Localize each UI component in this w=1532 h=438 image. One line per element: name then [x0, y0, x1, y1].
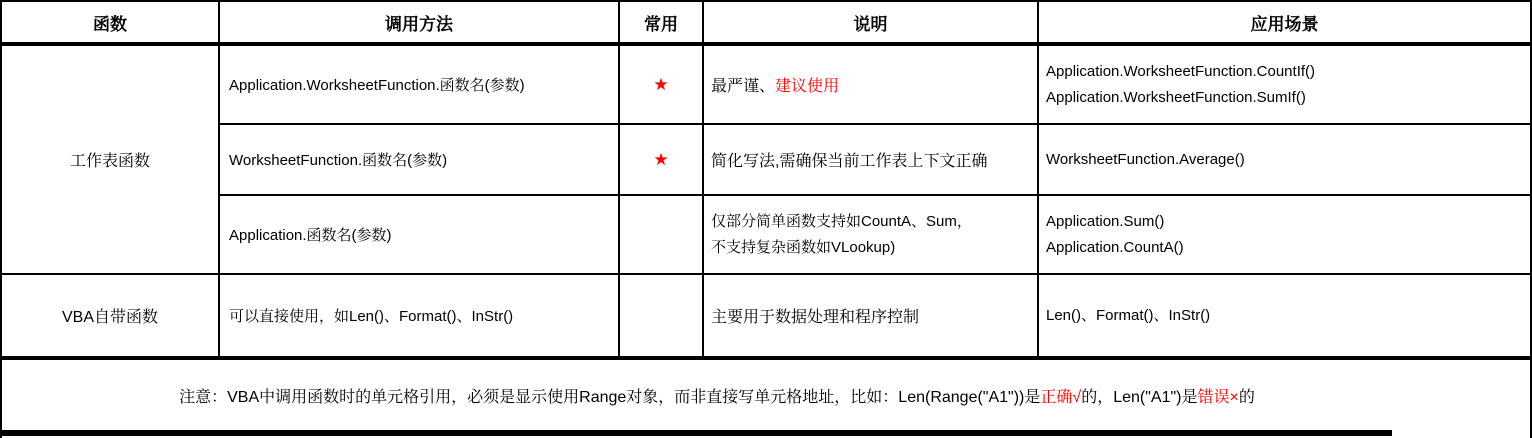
scenario-example1-row3: Application.Sum() [1046, 212, 1165, 230]
note-row [2, 360, 1432, 430]
category-cell-worksheet-functions [2, 46, 220, 275]
category-label-vba: VBA自带函数 [61, 309, 159, 326]
description-text-row1 [711, 73, 839, 96]
note-part2: 的，Len("A1")是 [1081, 388, 1198, 406]
scenario-example2-row1: Application.WorksheetFunction.SumIf() [1046, 88, 1306, 106]
scenario-cell-row2 [1039, 125, 1530, 196]
method-cell-row2 [220, 125, 620, 196]
description-line1-row3: 仅部分简单函数支持如CountA、Sum， [711, 212, 972, 230]
method-text-row1: Application.WorksheetFunction.函数名(参数) [229, 77, 525, 94]
header-cell-scenario [1039, 2, 1530, 46]
scenario-example2-row3: Application.CountA() [1046, 238, 1184, 256]
description-cell-row2 [704, 125, 1039, 196]
description-cell-row3 [704, 196, 1039, 275]
scenario-example1-row2: WorksheetFunction.Average() [1046, 150, 1245, 168]
star-cell-row3 [620, 196, 704, 275]
scenario-example1-row4: Len()、Format()、InStr() [1046, 306, 1211, 324]
star-icon: ★ [653, 149, 669, 169]
header-label-description: 说明 [853, 14, 888, 34]
method-text-row3: Application.函数名(参数) [229, 227, 392, 244]
note-part1: 注意：VBA中调用函数时的单元格引用，必须是显示使用Range对象，而非直接写单元格地址，比如：Len(Range("A1"))是 [179, 388, 1041, 406]
method-text-row4: 可以直接使用，如Len()、Format()、InStr() [229, 308, 514, 325]
scenario-example1-row1: Application.WorksheetFunction.CountIf() [1046, 62, 1316, 80]
note-correct-red: 正确√ [1040, 388, 1082, 406]
description-red-row1: 建议使用 [775, 78, 840, 95]
category-cell-vba-functions [2, 275, 220, 360]
note-part3: 的 [1238, 388, 1255, 406]
note-wrong-red: 错误× [1197, 388, 1239, 406]
header-label-common: 常用 [644, 14, 678, 34]
method-cell-row1 [220, 46, 620, 125]
method-cell-row4 [220, 275, 620, 360]
description-cell-row4 [704, 275, 1039, 360]
description-line2-row3: 不支持复杂函数如VLookup) [711, 238, 896, 256]
method-text-row2: WorksheetFunction.函数名(参数) [229, 152, 448, 169]
star-icon: ★ [653, 74, 669, 94]
description-plain-row1: 最严谨、 [711, 78, 776, 95]
scenario-cell-row4 [1039, 275, 1530, 360]
category-label-worksheet: 工作表函数 [69, 153, 150, 170]
description-text-row4: 主要用于数据处理和程序控制 [711, 309, 920, 326]
table-bottom-border [0, 430, 1392, 436]
header-cell-method [220, 2, 620, 46]
note-text [179, 384, 1255, 407]
function-table [2, 2, 1530, 360]
scenario-cell-row1 [1039, 46, 1530, 125]
header-cell-function [2, 2, 220, 46]
star-cell-row4 [620, 275, 704, 360]
description-cell-row1 [704, 46, 1039, 125]
scenario-cell-row3 [1039, 196, 1530, 275]
star-cell-row2 [620, 125, 704, 196]
description-text-row2: 简化写法,需确保当前工作表上下文正确 [711, 153, 988, 170]
header-label-scenario: 应用场景 [1250, 14, 1319, 34]
header-label-method: 调用方法 [385, 14, 453, 34]
header-cell-description [704, 2, 1039, 46]
star-cell-row1 [620, 46, 704, 125]
method-cell-row3 [220, 196, 620, 275]
header-cell-common [620, 2, 704, 46]
header-label-function: 函数 [93, 14, 127, 34]
